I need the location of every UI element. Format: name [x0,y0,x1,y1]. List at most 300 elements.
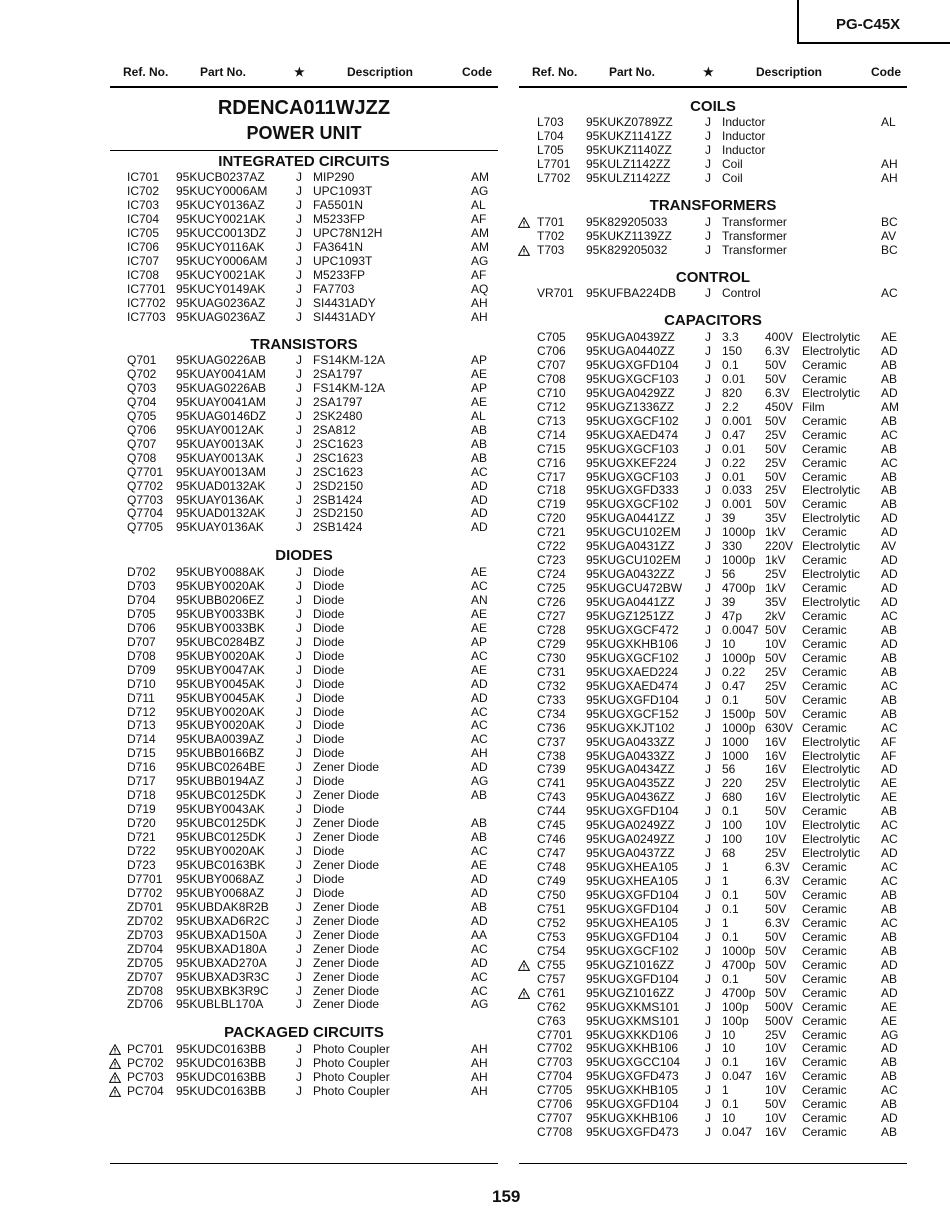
ref-no: D715 [127,746,156,761]
cap-voltage: 16V [765,790,787,805]
ref-no: C719 [537,497,566,512]
part-no: 95KUGCU472BW [586,581,683,596]
cap-voltage: 1kV [765,525,786,540]
price-code: AH [471,746,488,761]
price-code: AH [881,170,898,185]
part-row [519,129,909,143]
price-code: AB [881,650,898,665]
cap-voltage: 10V [765,818,787,833]
price-code: AB [881,706,898,721]
cap-type: Ceramic [802,860,847,875]
ref-no: L704 [537,128,564,143]
part-no: 95KUBY0088AK [176,565,265,579]
supply-code: J [705,142,711,157]
part-row [110,984,500,998]
part-no: 95KUGA0440ZZ [586,343,675,358]
price-code: AC [881,455,898,470]
part-row [519,456,909,470]
part-no: 95KUDC0163BB [176,1083,267,1098]
price-code: AD [881,581,898,596]
cap-type: Ceramic [802,553,847,568]
supply-code: J [705,357,711,372]
price-code: AD [881,846,898,861]
description: Photo Coupler [313,1042,390,1056]
supply-code: J [296,997,302,1012]
part-no: 95KUBC0125DK [176,830,267,845]
part-no: 95KUKZ1139ZZ [586,228,672,243]
ref-no: D719 [127,802,156,817]
part-row [110,493,500,507]
part-row [519,1125,909,1139]
part-row [519,372,909,386]
supply-code: J [296,774,302,789]
supply-code: J [296,353,302,367]
supply-code: J [705,999,711,1014]
supply-code: J [705,706,711,721]
part-no: 95KUGXGCF103 [586,371,679,386]
part-no: 95KUBY0033BK [176,606,265,621]
supply-code: J [705,427,711,442]
price-code: AD [881,511,898,526]
price-code: AE [471,620,488,635]
ref-no: C707 [537,357,566,372]
description: Coil [722,170,743,185]
cap-value: 1 [722,860,729,875]
ref-no: C757 [537,971,566,986]
ref-no: IC706 [127,239,160,254]
price-code: AD [881,385,898,400]
part-no: 95KUGA0441ZZ [586,595,675,610]
cap-type: Ceramic [802,915,847,930]
part-no: 95KUGXGFD473 [586,1069,679,1084]
part-row [110,367,500,381]
price-code: AG [471,997,489,1012]
cap-voltage: 25V [765,846,787,861]
description: Diode [313,802,345,817]
cap-voltage: 25V [765,776,787,791]
supply-code: J [296,253,302,268]
price-code: AF [471,211,487,226]
part-row [519,511,909,525]
part-no: 95KUGXGFD104 [586,901,679,916]
part-row [110,506,500,520]
part-no: 95KUCY0006AM [176,253,268,268]
price-code: AG [471,253,489,268]
part-no: 95KUBY0020AK [176,704,265,719]
description: Diode [313,844,345,858]
part-row [110,437,500,451]
cap-type: Ceramic [802,1069,847,1084]
part-no: 95KUBB0206EZ [176,592,265,607]
cap-voltage: 50V [765,943,787,958]
cap-type: Electrolytic [802,539,861,554]
cap-value: 4700p [722,957,756,972]
part-no: 95K829205032 [586,242,668,257]
part-no: 95KUBY0068AZ [176,871,265,886]
supply-code: J [296,492,302,507]
supply-code: J [705,1125,711,1140]
ref-no: D714 [127,732,156,747]
cap-value: 0.1 [722,971,739,986]
supply-code: J [296,676,302,691]
part-row [519,286,909,300]
price-code: AB [881,888,898,902]
supply-code: J [296,760,302,775]
ref-no: IC7703 [127,309,166,324]
ref-no: C747 [537,846,566,861]
header-code: Code [871,65,901,79]
part-no: 95KUBC0264BE [176,760,266,775]
description: Transformer [722,215,787,229]
part-no: 95KUGA0429ZZ [586,385,675,400]
supply-code: J [296,183,302,198]
cap-value: 39 [722,511,736,526]
supply-code: J [705,1097,711,1112]
part-row [110,593,500,607]
safety-warning-icon [109,1086,121,1097]
ref-no: D712 [127,704,156,719]
supply-code: J [705,832,711,847]
part-row [519,986,909,1000]
page-number: 159 [492,1187,521,1206]
price-code: AD [471,871,488,886]
price-code: AE [471,606,488,621]
supply-code: J [705,330,711,344]
supply-code: J [705,228,711,243]
part-no: 95KUCY0149AK [176,281,266,296]
part-row [110,886,500,900]
cap-value: 0.1 [722,692,739,707]
description: Diode [313,774,345,789]
ref-no: C710 [537,385,566,400]
price-code: AH [471,309,488,324]
part-no: 95KUBY0045AK [176,690,265,705]
supply-code: J [296,1042,302,1056]
cap-voltage: 500V [765,999,794,1014]
cap-value: 1000 [722,734,749,749]
part-row [519,115,909,129]
description: 2SA1797 [313,394,363,409]
supply-code: J [705,128,711,143]
supply-code: J [296,913,302,928]
price-code: AH [471,295,488,310]
cap-voltage: 450V [765,399,794,414]
description: Zener Diode [313,788,380,803]
description: Zener Diode [313,969,380,984]
cap-voltage: 16V [765,762,787,777]
part-no: 95KUBY0020AK [176,578,265,593]
ref-no: C729 [537,636,566,651]
price-code: AM [471,170,489,184]
cap-type: Ceramic [802,985,847,1000]
price-code: AP [471,634,488,649]
cap-voltage: 50V [765,650,787,665]
cap-value: 820 [722,385,743,400]
price-code: AC [881,832,898,847]
cap-type: Ceramic [802,929,847,944]
cap-voltage: 220V [765,539,794,554]
ref-no: T703 [537,242,565,257]
supply-code: J [705,915,711,930]
ref-no: IC704 [127,211,160,226]
cap-voltage: 50V [765,804,787,819]
ref-no: L705 [537,142,564,157]
part-no: 95KUGA0249ZZ [586,832,675,847]
description: 2SD2150 [313,506,364,521]
ref-no: PC702 [127,1055,164,1070]
cap-voltage: 50V [765,692,787,707]
price-code: AG [471,774,489,789]
part-row [519,157,909,171]
part-row [110,423,500,437]
header-rule [519,86,907,88]
ref-no: PC704 [127,1083,164,1098]
price-code: AD [881,762,898,777]
ref-no: C737 [537,734,566,749]
supply-code: J [296,802,302,817]
supply-code: J [705,385,711,400]
cap-value: 0.01 [722,469,746,484]
supply-code: J [296,704,302,719]
price-code: AC [471,969,488,984]
part-row [519,358,909,372]
part-row [110,872,500,886]
supply-code: J [705,483,711,498]
part-no: 95KUGXGFD473 [586,1125,679,1140]
cap-type: Ceramic [802,1097,847,1112]
price-code: AC [881,915,898,930]
part-row [110,310,500,324]
supply-code: J [705,776,711,791]
cap-voltage: 6.3V [765,385,790,400]
part-no: 95KUGA0436ZZ [586,790,675,805]
cap-voltage: 1kV [765,553,786,568]
part-row [110,635,500,649]
ref-no: D716 [127,760,156,775]
part-no: 95KUAG0146DZ [176,408,267,423]
cap-voltage: 50V [765,371,787,386]
part-no: 95KUCY0116AK [176,239,265,254]
cap-value: 1000 [722,748,749,763]
price-code: AH [471,1042,488,1056]
cap-type: Electrolytic [802,734,861,749]
part-no: 95KUGZ1251ZZ [586,609,675,623]
price-code: AB [881,804,898,819]
part-row [519,860,909,874]
ref-no: D721 [127,830,156,845]
part-no: 95KUGXKKD106 [586,1027,679,1042]
cap-type: Electrolytic [802,846,861,861]
part-no: 95KUGXKEF224 [586,455,677,470]
cap-type: Ceramic [802,888,847,902]
supply-code: J [296,295,302,310]
ref-no: D718 [127,788,156,803]
price-code: AF [471,267,487,282]
cap-value: 0.47 [722,678,746,693]
part-no: 95KUAY0013AK [176,436,264,451]
part-row [110,956,500,970]
supply-code: J [296,857,302,872]
part-no: 95KUBY0020AK [176,718,265,733]
part-no: 95KUBXAD6R2C [176,913,270,928]
supply-code: J [296,899,302,914]
supply-code: J [705,720,711,735]
description: UPC1093T [313,183,373,198]
cap-type: Ceramic [802,874,847,889]
supply-code: J [705,1041,711,1056]
part-no: 95KUGXGFD104 [586,804,679,819]
price-code: AD [881,525,898,540]
supply-code: J [296,648,302,663]
part-no: 95KUBXAD180A [176,941,267,956]
cap-type: Electrolytic [802,595,861,610]
cap-type: Ceramic [802,678,847,693]
supply-code: J [705,156,711,171]
supply-code: J [296,464,302,479]
part-row [110,565,500,579]
ref-no: ZD703 [127,927,164,942]
ref-no: C7704 [537,1069,573,1084]
cap-type: Electrolytic [802,330,861,344]
part-row [519,243,909,257]
ref-no: C715 [537,441,566,456]
part-row [110,579,500,593]
cap-value: 10 [722,1027,736,1042]
price-code: AB [881,1097,898,1112]
supply-code: J [296,267,302,282]
cap-voltage: 10V [765,1111,787,1126]
part-no: 95KUGA0431ZZ [586,539,675,554]
part-row [519,1041,909,1055]
ref-no: Q704 [127,394,157,409]
part-row [519,497,909,511]
part-row [519,776,909,790]
part-row [110,677,500,691]
part-row [110,198,500,212]
cap-voltage: 6.3V [765,343,790,358]
ref-no: C743 [537,790,566,805]
ref-no: Q705 [127,408,157,423]
cap-voltage: 25V [765,483,787,498]
cap-type: Ceramic [802,1111,847,1126]
part-row [519,818,909,832]
header-part: Part No. [200,65,247,79]
ref-no: ZD705 [127,955,164,970]
part-no: 95KUGCU102EM [586,525,681,540]
cap-value: 680 [722,790,743,805]
ref-no: C763 [537,1013,566,1028]
part-no: 95KUGA0439ZZ [586,330,675,344]
price-code: AE [881,790,898,805]
supply-code: J [705,371,711,386]
cap-type: Ceramic [802,650,847,665]
part-row [519,693,909,707]
cap-voltage: 10V [765,636,787,651]
price-code: AD [881,985,898,1000]
part-no: 95KUGXGCF102 [586,497,679,512]
supply-code: J [705,818,711,833]
ref-no: L703 [537,115,564,129]
part-no: 95KUAG0226AB [176,353,267,367]
price-code: AB [881,413,898,428]
header-rule [110,86,498,88]
cap-value: 2.2 [722,399,739,414]
supply-code: J [296,1055,302,1070]
ref-no: C731 [537,664,566,679]
supply-code: J [705,1027,711,1042]
part-row [519,651,909,665]
cap-type: Electrolytic [802,385,861,400]
price-code: AB [881,901,898,916]
part-no: 95KUBY0047AK [176,662,265,677]
price-code: AC [471,578,488,593]
description: Diode [313,718,345,733]
ref-no: C762 [537,999,566,1014]
ref-no: C730 [537,650,566,665]
ref-no: D710 [127,676,156,691]
part-row [519,749,909,763]
description: Diode [313,704,345,719]
part-row [110,184,500,198]
ref-no: C755 [537,957,566,972]
supply-code: J [705,115,711,129]
supply-code: J [296,592,302,607]
part-no: 95KUCY0021AK [176,267,266,282]
price-code: AE [881,1013,898,1028]
ref-no: C725 [537,581,566,596]
description: Zener Diode [313,955,380,970]
supply-code: J [705,901,711,916]
price-code: AD [881,343,898,358]
ref-no: Q7701 [127,464,164,479]
safety-warning-icon [518,217,530,228]
part-no: 95KUAY0013AM [176,464,266,479]
part-row [519,804,909,818]
part-no: 95KUBC0125DK [176,788,267,803]
cap-value: 1 [722,1083,729,1098]
cap-value: 0.1 [722,357,739,372]
header-description: Description [756,65,823,79]
supply-code: J [705,455,711,470]
part-row [519,171,909,185]
price-code: AA [471,927,488,942]
ref-no: C752 [537,915,566,930]
ref-no: C7708 [537,1125,573,1140]
cap-type: Ceramic [802,664,847,679]
ref-no: D707 [127,634,156,649]
cap-voltage: 25V [765,678,787,693]
ref-no: C723 [537,553,566,568]
price-code: AD [471,913,488,928]
ref-no: Q702 [127,366,157,381]
description: FA3641N [313,239,364,254]
part-no: 95KUAY0136AK [176,520,264,535]
part-no: 95KUGXGCF102 [586,413,679,428]
description: Zener Diode [313,760,380,775]
cap-type: Electrolytic [802,762,861,777]
price-code: AL [471,408,486,423]
supply-code: J [296,927,302,942]
price-code: AB [881,971,898,986]
cap-voltage: 10V [765,1041,787,1056]
ref-no: C713 [537,413,566,428]
price-code: AC [471,983,488,998]
section-title: INTEGRATED CIRCUITS [218,153,390,170]
cap-type: Ceramic [802,706,847,721]
unit-subtitle: POWER UNIT [246,123,362,143]
ref-no: Q703 [127,380,157,395]
part-no: 95KUDC0163BB [176,1055,267,1070]
